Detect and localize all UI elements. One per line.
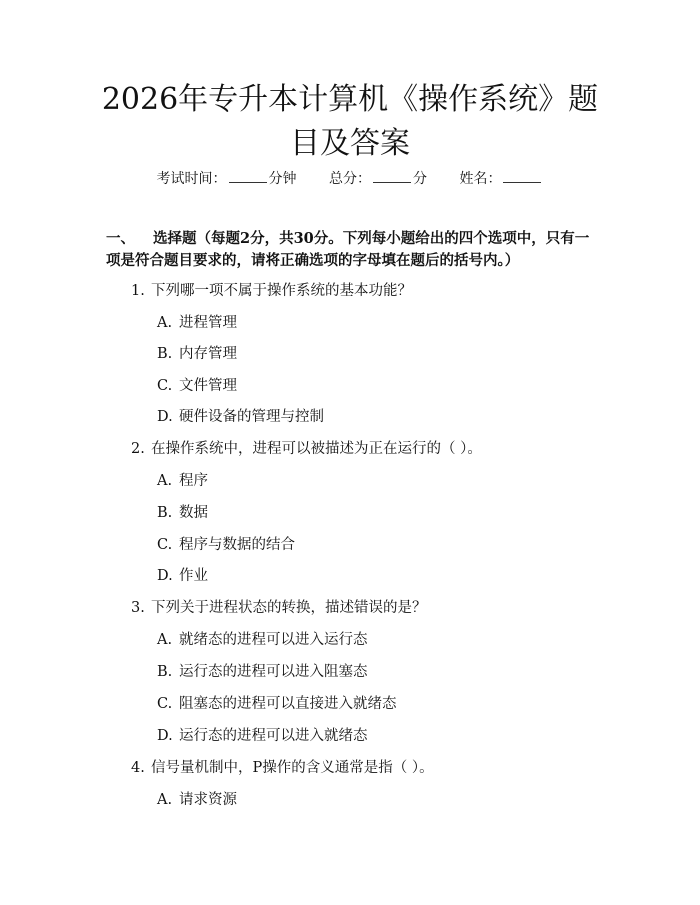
option-letter: C. bbox=[157, 696, 173, 712]
option-text: 请求资源 bbox=[179, 792, 237, 808]
question-number: 4. bbox=[131, 760, 145, 776]
option bbox=[157, 726, 368, 746]
section-heading-text: 选择题（每题2分，共30分。下列每小题给出的四个选项中，只有一项是符合题目要求的，请将正确选项的字母填在题后的括号内。） bbox=[106, 230, 590, 269]
option-letter: A. bbox=[157, 632, 173, 648]
option bbox=[157, 630, 368, 650]
option-letter: D. bbox=[157, 568, 173, 584]
option bbox=[157, 344, 237, 364]
exam-name bbox=[459, 168, 543, 189]
question bbox=[131, 281, 412, 301]
option-letter: D. bbox=[157, 728, 173, 744]
exam-score-blank bbox=[373, 168, 411, 183]
exam-score-unit: 分 bbox=[413, 171, 427, 187]
exam-time-label: 考试时间： bbox=[156, 171, 227, 187]
question-text: 在操作系统中，进程可以被描述为正在运行的（ ）。 bbox=[151, 441, 482, 457]
exam-score bbox=[329, 168, 427, 189]
option-letter: C. bbox=[157, 537, 173, 553]
question-number: 2. bbox=[131, 441, 145, 457]
option-letter: C. bbox=[157, 378, 173, 394]
exam-name-label: 姓名： bbox=[459, 171, 502, 187]
option-text: 运行态的进程可以进入就绪态 bbox=[179, 728, 368, 744]
page-title: 2026年专升本计算机《操作系统》题目及答案 bbox=[101, 82, 599, 161]
option-text: 就绪态的进程可以进入运行态 bbox=[179, 632, 368, 648]
option bbox=[157, 662, 368, 682]
exam-name-blank bbox=[503, 168, 541, 183]
question bbox=[131, 439, 482, 459]
question-text: 下列关于进程状态的转换，描述错误的是？ bbox=[151, 600, 427, 616]
option-letter: B. bbox=[157, 505, 173, 521]
option-text: 内存管理 bbox=[179, 346, 237, 362]
exam-time-blank bbox=[229, 168, 267, 183]
question-number: 1. bbox=[131, 283, 145, 299]
option-text: 文件管理 bbox=[179, 378, 237, 394]
option bbox=[157, 313, 237, 333]
option bbox=[157, 407, 324, 427]
option-text: 程序与数据的结合 bbox=[179, 537, 295, 553]
option-text: 硬件设备的管理与控制 bbox=[179, 409, 324, 425]
option-letter: B. bbox=[157, 664, 173, 680]
option bbox=[157, 566, 208, 586]
question-text: 下列哪一项不属于操作系统的基本功能？ bbox=[151, 283, 412, 299]
option-text: 阻塞态的进程可以直接进入就绪态 bbox=[179, 696, 397, 712]
option bbox=[157, 376, 237, 396]
option-letter: A. bbox=[157, 792, 173, 808]
section-heading bbox=[106, 228, 598, 272]
option-letter: A. bbox=[157, 473, 173, 489]
option-text: 程序 bbox=[179, 473, 208, 489]
option bbox=[157, 503, 208, 523]
option-text: 作业 bbox=[179, 568, 208, 584]
section-number: 一、 bbox=[106, 230, 135, 247]
question-number: 3. bbox=[131, 600, 145, 616]
option-letter: D. bbox=[157, 409, 173, 425]
option-letter: B. bbox=[157, 346, 173, 362]
option bbox=[157, 790, 237, 810]
option-text: 进程管理 bbox=[179, 315, 237, 331]
option-letter: A. bbox=[157, 315, 173, 331]
exam-score-label: 总分： bbox=[329, 171, 371, 187]
option bbox=[157, 535, 295, 555]
option-text: 数据 bbox=[179, 505, 208, 521]
option-text: 运行态的进程可以进入阻塞态 bbox=[179, 664, 368, 680]
exam-time-unit: 分钟 bbox=[268, 171, 297, 187]
question bbox=[131, 598, 427, 618]
exam-meta bbox=[0, 168, 700, 189]
question-text: 信号量机制中，P操作的含义通常是指（ ）。 bbox=[151, 760, 434, 776]
option bbox=[157, 471, 208, 491]
question bbox=[131, 758, 434, 778]
exam-time bbox=[157, 168, 297, 189]
option bbox=[157, 694, 397, 714]
